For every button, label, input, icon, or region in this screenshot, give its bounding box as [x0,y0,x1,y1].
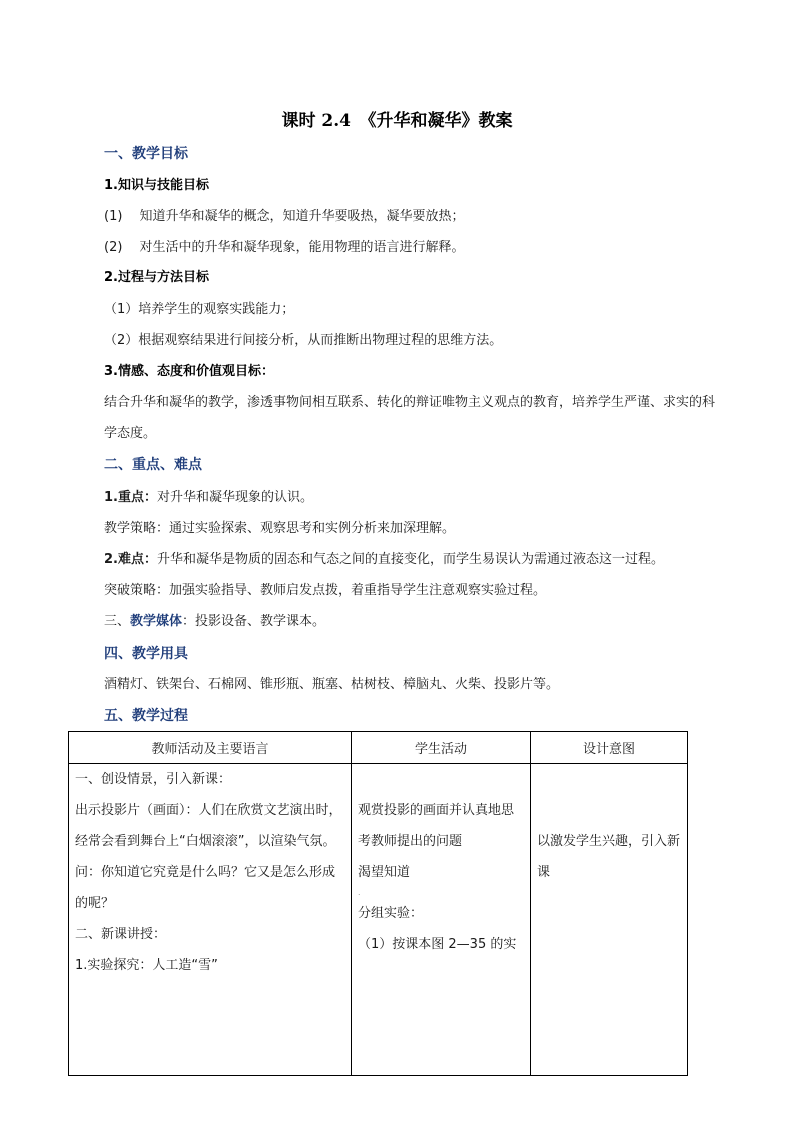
teaching-strategy-line: 教学策略：通过实验探索、观察思考和实例分析来加深理解。 [104,521,456,536]
section-media-line [104,613,325,631]
cell-paragraph: 出示投影片（画面）：人们在欣赏文艺演出时，经常会看到舞台上“白烟滚滚”，以渲染气氛。 [75,803,342,849]
cell-paragraph: 二、新课讲授： [75,927,167,942]
subheading-knowledge-skills: 1.知识与技能目标 [104,178,209,193]
subheading-attitude-values: 3.情感、态度和价值观目标： [104,364,274,379]
cell-paragraph: 观赏投影的画面并认真地思考教师提出的问题 [358,803,515,849]
student-activity-cell [352,764,531,1076]
design-intent-cell [531,764,688,1076]
cell-paragraph: 渴望知道 [358,865,411,880]
cell-paragraph: 1.实验探究：人工造“雪” [75,958,218,973]
list-item: (1) 知道升华和凝华的概念，知道升华要吸热，凝华要放热； [104,209,465,224]
cell-paragraph: 分组实验： [358,906,424,921]
table-header-row [69,732,688,764]
list-item: (2) 对生活中的升华和凝华现象，能用物理的语言进行解释。 [104,240,465,255]
key-point-label: 1.重点： [104,490,157,505]
cell-paragraph: （1）按课本图 2—35 的实 [358,937,517,952]
page-title: 课时 2.4 《升华和凝华》教案 [281,111,513,131]
header-student-activity: 学生活动 [352,732,531,764]
subheading-process-method: 2.过程与方法目标 [104,270,209,285]
header-teacher-activity: 教师活动及主要语言 [69,732,352,764]
section-media-prefix: 三、 [104,614,131,629]
teaching-process-table [68,731,688,1076]
table-row [69,764,688,1076]
attitude-paragraph: 结合升华和凝华的教学，渗透事物间相互联系、转化的辩证唯物主义观点的教育，培养学生严谨、求实的科学态度。 [104,395,716,441]
section-heading-objectives: 一、教学目标 [104,146,188,162]
difficulty-line [104,551,664,569]
list-item: （1）培养学生的观察实践能力； [104,302,295,317]
cell-paragraph: 一、创设情景，引入新课： [75,772,232,787]
section-heading-tools: 四、教学用具 [104,646,188,662]
section-heading-key-points: 二、重点、难点 [104,457,202,473]
section-media-text: ：投影设备、教学课本。 [182,614,326,629]
list-item: （2）根据观察结果进行间接分析，从而推断出物理过程的思维方法。 [104,333,503,348]
difficulty-text: 升华和凝华是物质的固态和气态之间的直接变化，而学生易误认为需通过液态这一过程。 [156,552,664,567]
stray-mark: . [358,888,361,897]
section-heading-process: 五、教学过程 [104,708,188,724]
difficulty-label: 2.难点： [104,552,157,567]
key-point-line [104,489,313,507]
key-point-text: 对升华和凝华现象的认识。 [156,490,313,505]
section-media-label: 教学媒体 [130,614,183,629]
cell-paragraph: 问：你知道它究竟是什么吗？它又是怎么形成的呢？ [75,865,336,911]
teacher-activity-cell [69,764,352,1076]
breakthrough-strategy-line: 突破策略：加强实验指导、教师启发点拨，着重指导学生注意观察实验过程。 [104,583,547,598]
cell-paragraph: 以激发学生兴趣，引入新课 [537,834,681,880]
tools-list: 酒精灯、铁架台、石棉网、锥形瓶、瓶塞、枯树枝、樟脑丸、火柴、投影片等。 [104,677,560,692]
header-design-intent: 设计意图 [531,732,688,764]
